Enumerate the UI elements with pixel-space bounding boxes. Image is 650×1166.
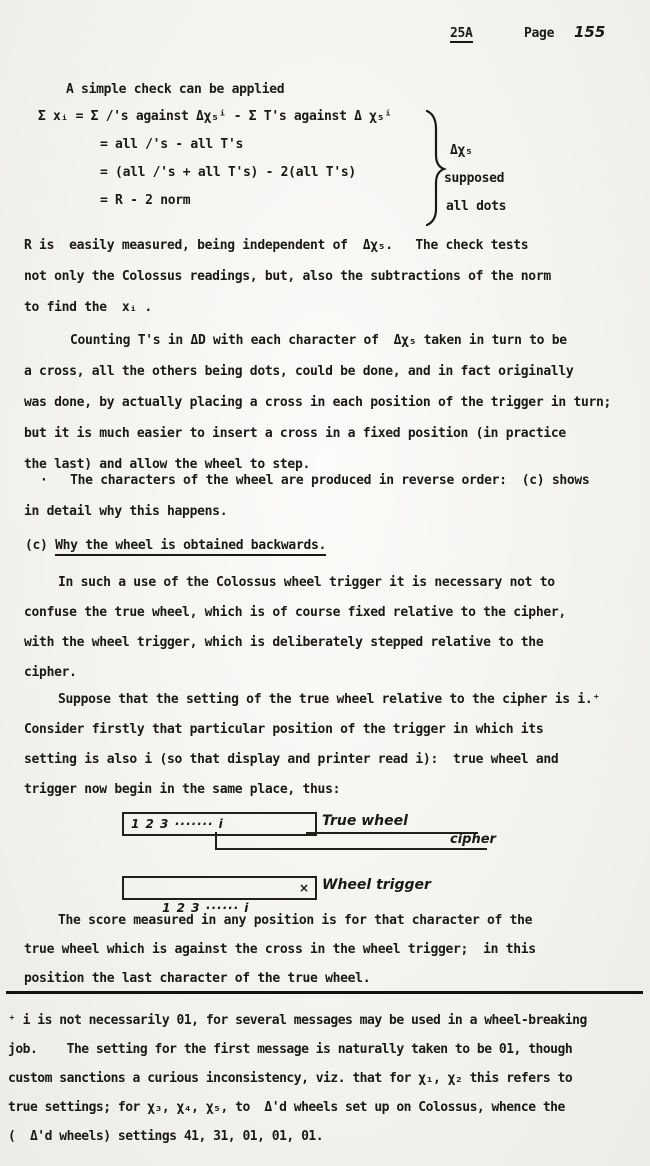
heading-prefix: (c) [25, 538, 56, 553]
paragraph-score [24, 906, 630, 993]
text-line: R is easily measured, being independent of Δχ₅. The check tests [24, 238, 529, 253]
footnote-line: ⁺ i is not necessarily 01, for several messages may be used in a wheel-breaking [8, 1013, 587, 1028]
text-line: trigger now begin in the same place, thus: [24, 782, 341, 797]
paragraph-reverse-order [24, 465, 630, 527]
intro-line: A simple check can be applied [66, 82, 285, 97]
text-line: not only the Colossus readings, but, also the subtractions of the norm [24, 269, 551, 284]
footnote [8, 1006, 644, 1151]
footnote-line: ( Δ'd wheels) settings 41, 31, 01, 01, 01. [8, 1129, 324, 1144]
footnote-rule [6, 991, 643, 994]
trigger-cross-mark: × [298, 881, 310, 895]
section-number: 25A [450, 26, 473, 41]
wheel-trigger-label: Wheel trigger [322, 877, 431, 893]
text-line: a cross, all the others being dots, could be done, and in fact originally [24, 364, 574, 379]
page-number: 155 [574, 23, 606, 41]
text-line: confuse the true wheel, which is of course fixed relative to the cipher, [24, 605, 566, 620]
text-line: Counting T's in ΔD with each character of Δχ₅ taken in turn to be [70, 333, 567, 348]
text-line: The score measured in any position is for that character of the [58, 913, 533, 928]
text-line: but it is much easier to insert a cross in a fixed position (in practice [24, 426, 566, 441]
paragraph-check [24, 230, 630, 323]
text-line: position the last character of the true wheel. [24, 971, 371, 986]
text-line: setting is also i (so that display and printer read i): true wheel and [24, 752, 559, 767]
text-line: Suppose that the setting of the true wheel relative to the cipher is i.⁺ [58, 692, 600, 707]
paragraph-counting [24, 325, 630, 480]
wheel-trigger-box-text: 1 2 3 ······ i [162, 901, 250, 915]
cipher-label: cipher [450, 832, 496, 847]
formula-line-3: = (all /'s + all T's) - 2(all T's) [100, 165, 356, 180]
brace-note-3: all dots [446, 199, 507, 214]
text-line: · The characters of the wheel are produced in reverse order: (c) shows [40, 473, 590, 488]
brace-note-1: Δχ₅ [450, 143, 473, 158]
text-line: the last) and allow the wheel to step. [24, 457, 311, 472]
text-line: Consider firstly that particular position of the trigger in which its [24, 722, 544, 737]
paragraph-suppose [24, 685, 630, 805]
brace-note-2: supposed [444, 171, 505, 186]
paragraph-confuse [24, 568, 630, 688]
formula-line-4: = R - 2 norm [100, 193, 191, 208]
text-line: true wheel which is against the cross in the wheel trigger; in this [24, 942, 536, 957]
text-line: with the wheel trigger, which is deliberately stepped relative to the [24, 635, 544, 650]
section-heading [25, 538, 326, 553]
footnote-line: job. The setting for the first message is naturally taken to be 01, though [8, 1042, 573, 1057]
formula-block [38, 109, 598, 229]
wheel-diagram [0, 806, 650, 915]
wheel-trigger-box [122, 876, 317, 915]
text-line: cipher. [24, 665, 77, 680]
text-line: in detail why this happens. [24, 504, 228, 519]
heading-underlined-text: Why the wheel is obtained backwards. [55, 538, 326, 556]
text-line: In such a use of the Colossus wheel trigger it is necessary not to [58, 575, 555, 590]
page-word: Page [524, 26, 555, 41]
true-wheel-label: True wheel [322, 813, 408, 829]
footnote-line: custom sanctions a curious inconsistency, viz. that for χ₁, χ₂ this refers to [8, 1071, 573, 1086]
text-line: was done, by actually placing a cross in each position of the trigger in turn; [24, 395, 612, 410]
formula-line-2: = all /'s - all T's [100, 137, 244, 152]
footnote-line: true settings; for χ₃, χ₄, χ₅, to Δ'd wheels set up on Colossus, whence the [8, 1100, 565, 1115]
true-wheel-box: 1 2 3 ······· i [122, 812, 317, 836]
text-line: to find the xᵢ . [24, 300, 152, 315]
curly-brace-icon [422, 109, 448, 227]
cipher-bottom-line [215, 848, 487, 850]
formula-line-1: Σ xᵢ = Σ /'s against Δχ₅ⁱ - Σ T's against Δ χ₅ⁱ [38, 109, 392, 124]
